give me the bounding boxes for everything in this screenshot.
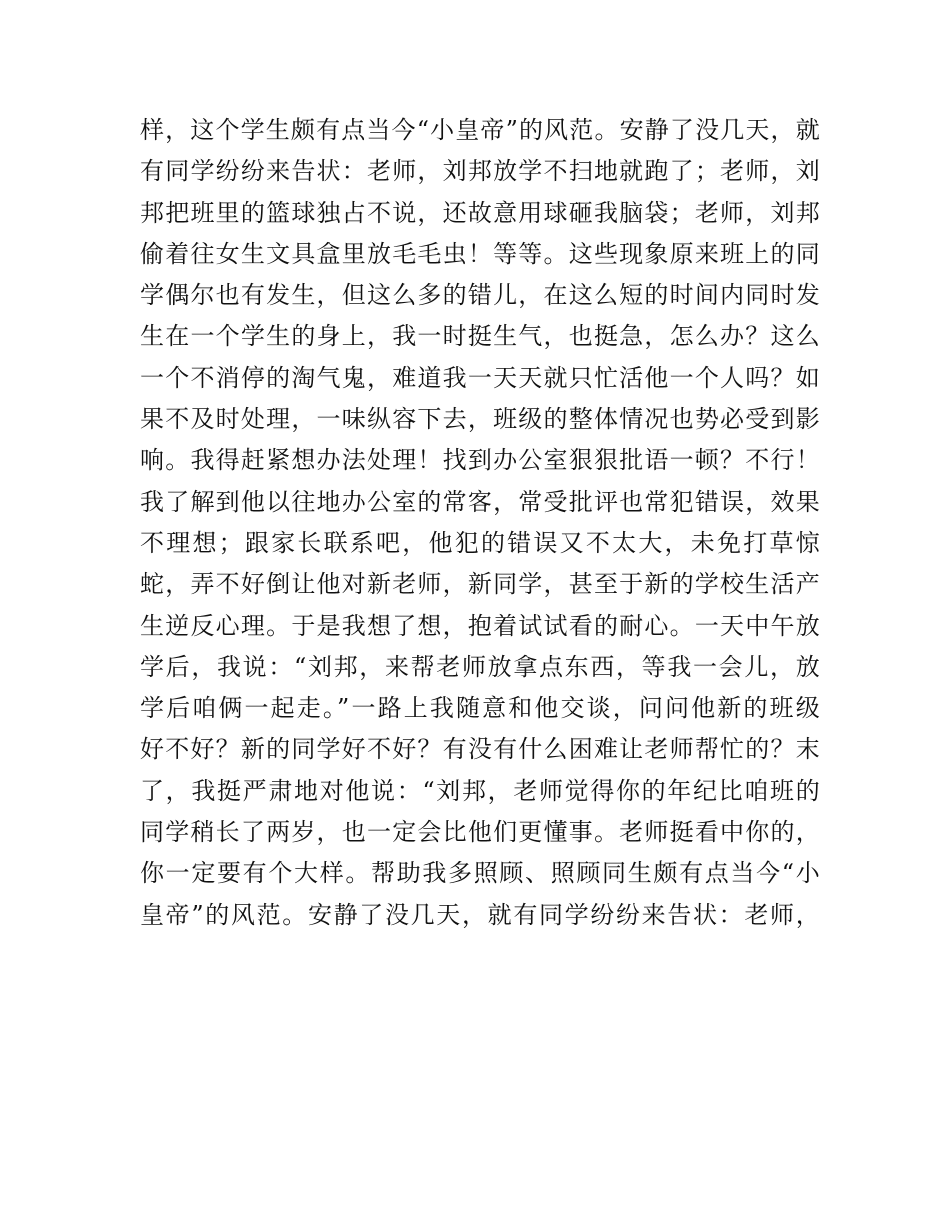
text-line: 学后，我说：“刘邦，来帮老师放拿点东西，等我一会儿，放 [140, 652, 820, 681]
text-line: 学偶尔也有发生，但这么多的错儿，在这么短的时间内同时发 [140, 281, 820, 310]
text-line: 样，这个学生颇有点当今“小皇帝”的风范。安静了没几天，就 [140, 116, 820, 144]
text-line: 皇帝”的风范。安静了没几天，就有同学纷纷来告状：老师， [140, 900, 820, 929]
text-line: 好不好？新的同学好不好？有没有什么困难让老师帮忙的？末 [140, 735, 820, 764]
text-line: 生在一个学生的身上，我一时挺生气，也挺急，怎么办？这么 [140, 322, 820, 351]
text-line: 学后咱俩一起走。”一路上我随意和他交谈，问问他新的班级 [140, 694, 820, 723]
text-line: 一个不消停的淘气鬼，难道我一天天就只忙活他一个人吗？如 [140, 363, 820, 392]
text-line: 果不及时处理，一味纵容下去，班级的整体情况也势必受到影 [140, 405, 820, 434]
text-line: 你一定要有个大样。帮助我多照顾、照顾同生颇有点当今“小 [140, 859, 820, 888]
text-line: 偷着往女生文具盒里放毛毛虫！等等。这些现象原来班上的同 [140, 239, 820, 268]
text-line: 同学稍长了两岁，也一定会比他们更懂事。老师挺看中你的， [140, 818, 820, 847]
body-text [140, 110, 820, 936]
text-line: 蛇，弄不好倒让他对新老师，新同学，甚至于新的学校生活产 [140, 570, 820, 599]
text-line: 有同学纷纷来告状：老师，刘邦放学不扫地就跑了；老师，刘 [140, 157, 820, 186]
text-line: 我了解到他以往地办公室的常客，常受批评也常犯错误，效果 [140, 487, 820, 516]
text-line: 邦把班里的篮球独占不说，还故意用球砸我脑袋；老师，刘邦 [140, 198, 820, 227]
text-line: 了，我挺严肃地对他说：“刘邦，老师觉得你的年纪比咱班的 [140, 776, 820, 805]
text-line: 响。我得赶紧想办法处理！找到办公室狠狠批语一顿？不行！ [140, 446, 820, 475]
text-line: 生逆反心理。于是我想了想，抱着试试看的耐心。一天中午放 [140, 611, 820, 640]
text-line: 不理想；跟家长联系吧，他犯的错误又不太大，未免打草惊 [140, 528, 820, 557]
